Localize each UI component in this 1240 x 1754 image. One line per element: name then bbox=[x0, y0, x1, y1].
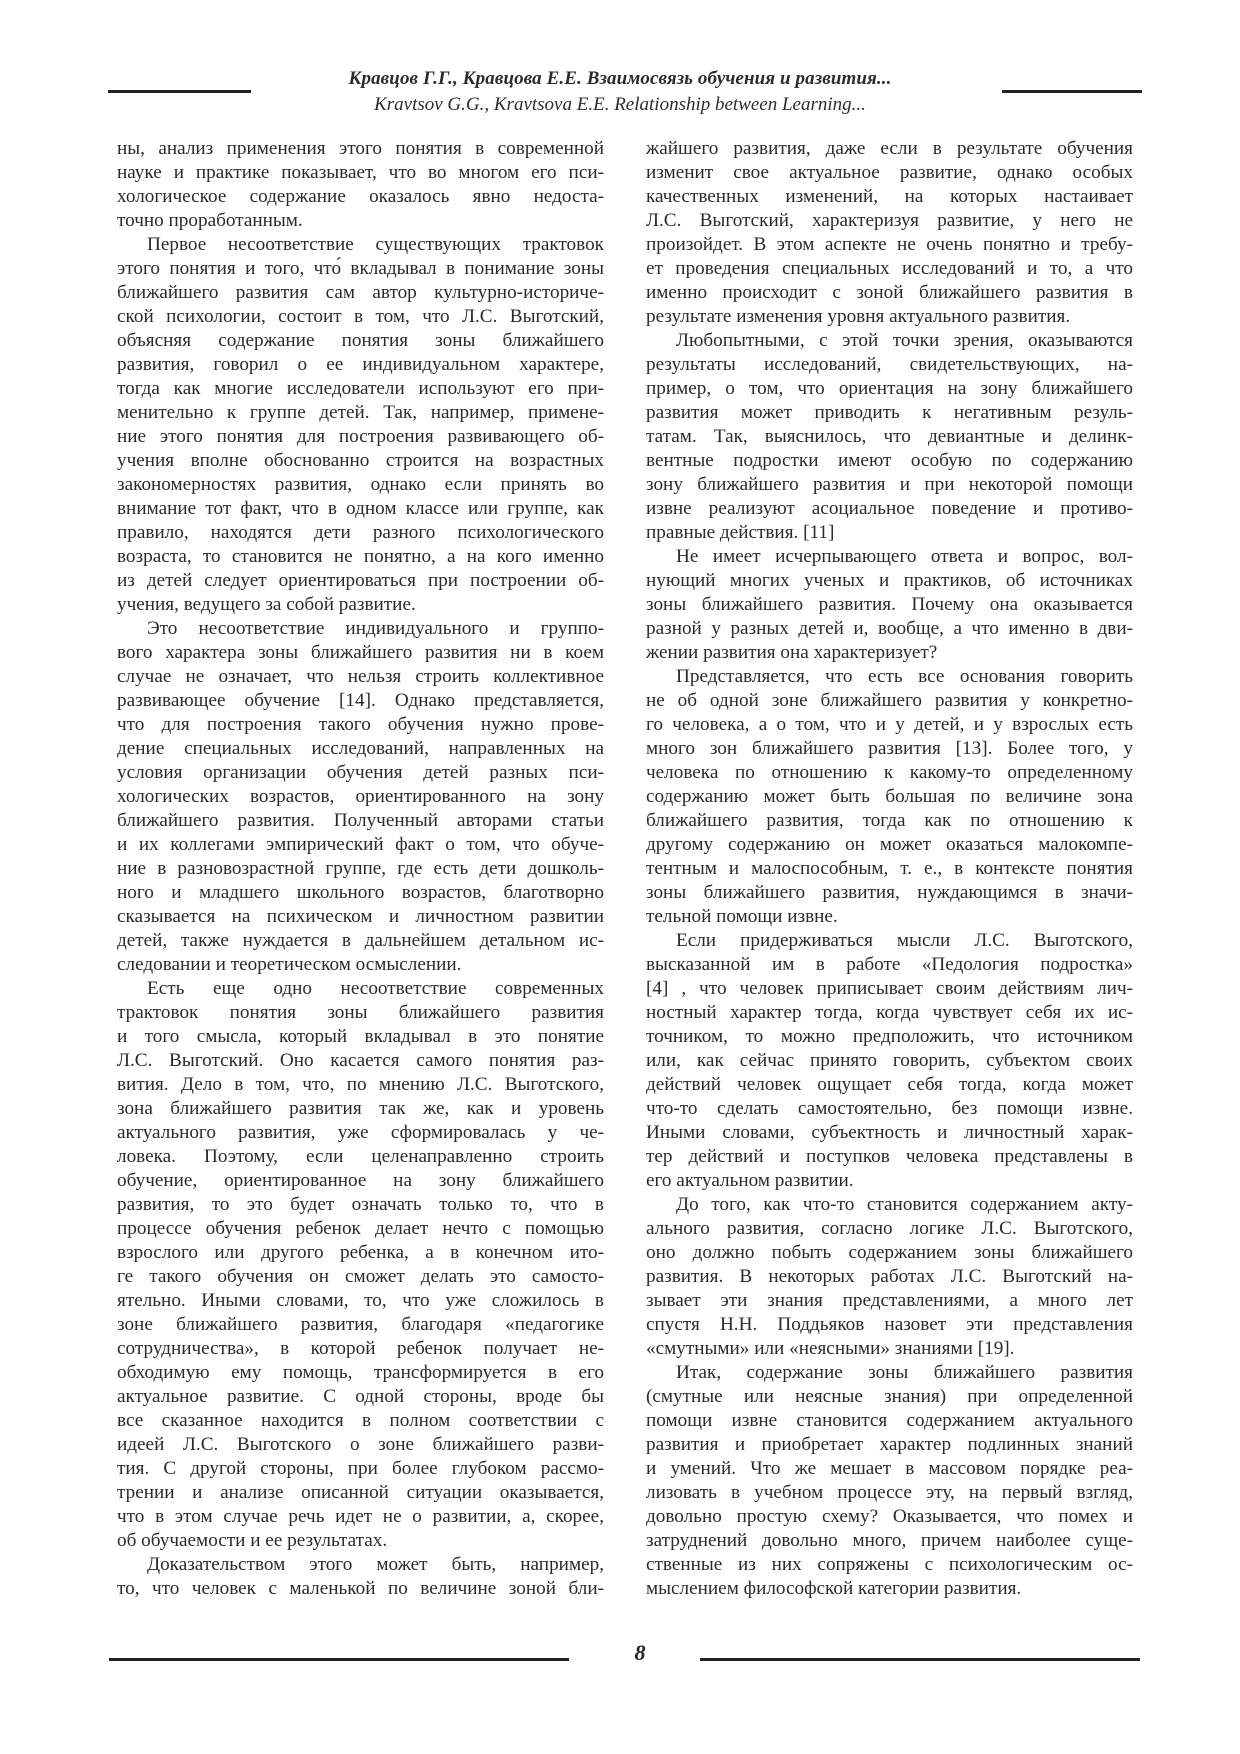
text-line bbox=[117, 281, 604, 305]
text-line bbox=[117, 137, 604, 161]
text-line-content: ние этого понятия для построения развивающего об- bbox=[117, 426, 604, 447]
text-line bbox=[646, 1553, 1133, 1577]
page-number: 8 bbox=[634, 1640, 646, 1665]
text-line-content: ятельно. Иными словами, то, что уже сложилось в bbox=[117, 1290, 604, 1311]
text-line bbox=[117, 209, 604, 233]
text-line-content: тер действий и поступков человека представлены в bbox=[646, 1146, 1133, 1167]
text-line-content: изменит свое актуальное развитие, однако особых bbox=[646, 162, 1133, 183]
text-line bbox=[117, 1529, 604, 1553]
text-line bbox=[646, 1049, 1133, 1073]
text-line-content: тельной помощи извне. bbox=[646, 906, 838, 927]
text-line-content: ской психологии, состоит в том, что Л.С. Выготский, bbox=[117, 306, 604, 327]
text-line-content: действий человек ощущает себя тогда, когда может bbox=[646, 1074, 1133, 1095]
text-line bbox=[117, 1001, 604, 1025]
text-line-content: Это несоответствие индивидуального и группо- bbox=[147, 618, 604, 639]
text-line-content: [4] , что человек приписывает своим действиям лич- bbox=[646, 978, 1133, 999]
text-line-content: высказанной им в работе «Педология подростка» bbox=[646, 954, 1133, 975]
text-line bbox=[117, 713, 604, 737]
text-line bbox=[117, 1337, 604, 1361]
text-line bbox=[646, 689, 1133, 713]
text-line-content: Если придерживаться мысли Л.С. Выготского, bbox=[676, 930, 1133, 951]
text-line-content: зоны ближайшего развития. Почему она оказывается bbox=[646, 594, 1133, 615]
text-line bbox=[117, 929, 604, 953]
text-line bbox=[646, 305, 1133, 329]
text-line-content: обходимую ему помощь, трансформируется в его bbox=[117, 1362, 604, 1383]
text-line-content: пример, о том, что ориентация на зону ближайшего bbox=[646, 378, 1133, 399]
text-line bbox=[646, 425, 1133, 449]
text-line-content: оно должно побыть содержанием зоны ближайшего bbox=[646, 1242, 1133, 1263]
running-header bbox=[0, 62, 1240, 122]
text-line-content: трении и анализе описанной ситуации оказывается, bbox=[117, 1482, 604, 1503]
text-line-content: то, что человек с маленькой по величине зоной бли- bbox=[117, 1578, 604, 1599]
text-line-content: развития, говорил о ее индивидуальном характере, bbox=[117, 354, 604, 375]
text-line-content: Иными словами, субъектность и личностный харак- bbox=[646, 1122, 1133, 1143]
text-line bbox=[117, 977, 604, 1001]
text-line bbox=[646, 257, 1133, 281]
text-line bbox=[117, 1457, 604, 1481]
text-line bbox=[117, 689, 604, 713]
text-line bbox=[117, 641, 604, 665]
text-line-content: сотрудничества», в которой ребенок получает не- bbox=[117, 1338, 604, 1359]
text-line-content: Не имеет исчерпывающего ответа и вопрос, вол- bbox=[676, 546, 1133, 567]
text-line-content: результате изменения уровня актуального развития. bbox=[646, 306, 1071, 327]
text-line bbox=[646, 209, 1133, 233]
text-line bbox=[117, 1505, 604, 1529]
text-line bbox=[117, 1073, 604, 1097]
text-line bbox=[646, 929, 1133, 953]
text-line-content: хологическое содержание оказалось явно недоста- bbox=[117, 186, 604, 207]
text-line-content: Л.С. Выготский. Оно касается самого понятия раз- bbox=[117, 1050, 604, 1071]
text-line bbox=[646, 281, 1133, 305]
text-line bbox=[117, 881, 604, 905]
text-line-content: го человека, а о том, что и у детей, и у взрослых есть bbox=[646, 714, 1133, 735]
text-line-content: ге такого обучения он сможет делать это самосто- bbox=[117, 1266, 604, 1287]
text-line bbox=[117, 377, 604, 401]
text-line-content: следовании и теоретическом осмыслении. bbox=[117, 954, 462, 975]
text-line-content: из детей следует ориентироваться при построении об- bbox=[117, 570, 604, 591]
text-line-content: качественных изменений, на которых настаивает bbox=[646, 186, 1133, 207]
text-line-content: и их коллегами эмпирический факт о том, что обуче- bbox=[117, 834, 604, 855]
text-line-content: вого характера зоны ближайшего развития ни в коем bbox=[117, 642, 604, 663]
text-line bbox=[117, 1433, 604, 1457]
text-line-content: другому содержанию он может оказаться малокомпе- bbox=[646, 834, 1133, 855]
text-line bbox=[646, 521, 1133, 545]
text-line-content: много зон ближайшего развития [13]. Более того, у bbox=[646, 738, 1133, 759]
text-line bbox=[646, 1289, 1133, 1313]
text-line-content: Есть еще одно несоответствие современных bbox=[147, 978, 604, 999]
text-line bbox=[117, 305, 604, 329]
text-line-content: все сказанное находится в полном соответствии с bbox=[117, 1410, 604, 1431]
text-line bbox=[646, 1169, 1133, 1193]
text-line-content: зоны ближайшего развития, нуждающимся в значи- bbox=[646, 882, 1133, 903]
text-line bbox=[117, 257, 604, 281]
text-line-content: развития. В некоторых работах Л.С. Выготский на- bbox=[646, 1266, 1133, 1287]
text-line bbox=[117, 785, 604, 809]
text-line-content: человека по отношению к какому-то определенному bbox=[646, 762, 1133, 783]
text-line-content: и того смысла, который вкладывал в это понятие bbox=[117, 1026, 604, 1047]
text-line-content: зона ближайшего развития так же, как и уровень bbox=[117, 1098, 604, 1119]
text-line-content: закономерностях развития, однако если принять во bbox=[117, 474, 604, 495]
text-line bbox=[117, 401, 604, 425]
text-line-content: этого понятия и того, что́ вкладывал в понимание зоны bbox=[117, 258, 604, 279]
text-line bbox=[117, 353, 604, 377]
text-line bbox=[646, 161, 1133, 185]
text-line bbox=[646, 401, 1133, 425]
text-line bbox=[646, 905, 1133, 929]
text-line bbox=[646, 1145, 1133, 1169]
text-line bbox=[646, 977, 1133, 1001]
text-line-content: трактовок понятия зоны ближайшего развития bbox=[117, 1002, 604, 1023]
text-line-content: что для построения такого обучения нужно прове- bbox=[117, 714, 604, 735]
running-title-en: Kravtsov G.G., Kravtsova E.E. Relationship between Learning... bbox=[374, 94, 866, 115]
text-line bbox=[117, 665, 604, 689]
text-line bbox=[117, 905, 604, 929]
text-line-content: ние в разновозрастной группе, где есть дети дошколь- bbox=[117, 858, 604, 879]
text-line bbox=[117, 1409, 604, 1433]
text-line bbox=[646, 1409, 1133, 1433]
text-line bbox=[646, 953, 1133, 977]
text-line bbox=[117, 449, 604, 473]
text-line-content: тия. С другой стороны, при более глубоком рассмо- bbox=[117, 1458, 604, 1479]
text-line bbox=[117, 1241, 604, 1265]
text-line-content: точно проработанным. bbox=[117, 210, 303, 231]
text-line bbox=[117, 329, 604, 353]
text-line-content: татам. Так, выяснилось, что девиантные и делинк- bbox=[646, 426, 1133, 447]
text-line-content: Доказательством этого может быть, например, bbox=[147, 1554, 604, 1575]
text-line-content: дение специальных исследований, направленных на bbox=[117, 738, 604, 759]
left-text-column bbox=[117, 137, 604, 1601]
text-line bbox=[117, 569, 604, 593]
text-line bbox=[646, 857, 1133, 881]
text-line-content: что-то сделать самостоятельно, без помощи извне. bbox=[646, 1098, 1133, 1119]
text-line bbox=[646, 1313, 1133, 1337]
text-line-content: ственные из них сопряжены с психологическим ос- bbox=[646, 1554, 1133, 1575]
text-line bbox=[117, 1217, 604, 1241]
text-line bbox=[646, 1265, 1133, 1289]
text-line bbox=[646, 593, 1133, 617]
text-line bbox=[646, 233, 1133, 257]
text-line bbox=[646, 1361, 1133, 1385]
text-line bbox=[646, 569, 1133, 593]
text-line-content: ближайшего развития. Полученный авторами статьи bbox=[117, 810, 604, 831]
text-line-content: ного и младшего школьного возрастов, благотворно bbox=[117, 882, 604, 903]
text-line bbox=[646, 1385, 1133, 1409]
text-line-content: затруднений довольно много, причем наиболее суще- bbox=[646, 1530, 1133, 1551]
text-line-content: тентным и малоспособным, т. е., в контексте понятия bbox=[646, 858, 1133, 879]
text-line bbox=[646, 185, 1133, 209]
text-line-content: сказывается на психическом и личностном развитии bbox=[117, 906, 604, 927]
text-line bbox=[117, 809, 604, 833]
running-title-ru: Кравцов Г.Г., Кравцова Е.Е. Взаимосвязь обучения и развития... bbox=[348, 68, 892, 89]
text-line bbox=[646, 497, 1133, 521]
text-line-content: ального развития, согласно логике Л.С. Выготского, bbox=[646, 1218, 1133, 1239]
text-line bbox=[646, 1505, 1133, 1529]
text-line bbox=[646, 377, 1133, 401]
text-line bbox=[646, 1097, 1133, 1121]
text-line bbox=[646, 1001, 1133, 1025]
text-line bbox=[117, 185, 604, 209]
text-line bbox=[117, 425, 604, 449]
text-line-content: Первое несоответствие существующих трактовок bbox=[147, 234, 604, 255]
text-line-content: зоне ближайшего развития, благодаря «педагогике bbox=[117, 1314, 604, 1335]
text-line bbox=[117, 233, 604, 257]
text-line bbox=[117, 473, 604, 497]
text-line bbox=[117, 857, 604, 881]
text-line bbox=[117, 1385, 604, 1409]
text-line-content: менительно к группе детей. Так, например, примене- bbox=[117, 402, 604, 423]
text-line bbox=[117, 1145, 604, 1169]
text-line bbox=[117, 1265, 604, 1289]
text-line bbox=[646, 1433, 1133, 1457]
text-line-content: спустя Н.Н. Поддьяков назовет эти представления bbox=[646, 1314, 1133, 1335]
text-line-content: До того, как что-то становится содержанием акту- bbox=[676, 1194, 1133, 1215]
page-footer bbox=[0, 1632, 1240, 1672]
text-line bbox=[646, 881, 1133, 905]
text-line bbox=[646, 329, 1133, 353]
text-line-content: объясняя содержание понятия зоны ближайшего bbox=[117, 330, 604, 351]
text-line bbox=[117, 1025, 604, 1049]
text-line-content: его актуальном развитии. bbox=[646, 1170, 854, 1191]
text-line-content: возраста, то становится не понятно, а на кого именно bbox=[117, 546, 604, 567]
text-line bbox=[646, 761, 1133, 785]
text-line bbox=[646, 1121, 1133, 1145]
text-line bbox=[646, 809, 1133, 833]
text-line bbox=[646, 1025, 1133, 1049]
text-line bbox=[117, 1361, 604, 1385]
text-line bbox=[646, 473, 1133, 497]
text-line-content: ловека. Поэтому, если целенаправленно строить bbox=[117, 1146, 604, 1167]
text-line bbox=[117, 1193, 604, 1217]
text-line bbox=[646, 737, 1133, 761]
text-line bbox=[117, 1313, 604, 1337]
right-text-column bbox=[646, 137, 1133, 1601]
text-line-content: обучение, ориентированное на зону ближайшего bbox=[117, 1170, 604, 1191]
text-line-content: (смутные или неясные знания) при определенной bbox=[646, 1386, 1133, 1407]
text-line-content: актуального развития, уже сформировалась у че- bbox=[117, 1122, 604, 1143]
text-line-content: развития, то это будет означать только то, что в bbox=[117, 1194, 604, 1215]
text-line-content: что в этом случае речь идет не о развитии, а, скорее, bbox=[117, 1506, 604, 1527]
text-line-content: тогда как многие исследователи используют его при- bbox=[117, 378, 604, 399]
text-line bbox=[117, 1553, 604, 1577]
text-line-content: взрослого или другого ребенка, а в конечном ито- bbox=[117, 1242, 604, 1263]
text-line bbox=[646, 617, 1133, 641]
text-line-content: ет проведения специальных исследований и то, а что bbox=[646, 258, 1133, 279]
text-line-content: лизовать в учебном процессе эту, на первый взгляд, bbox=[646, 1482, 1133, 1503]
text-line bbox=[646, 1073, 1133, 1097]
text-line bbox=[646, 1337, 1133, 1361]
text-line bbox=[117, 161, 604, 185]
text-line bbox=[117, 1121, 604, 1145]
text-line-content: ближайшего развития, тогда как по отношению к bbox=[646, 810, 1133, 831]
text-line-content: разной у разных детей и, вообще, а что именно в дви- bbox=[646, 618, 1133, 639]
text-line-content: «смутными» или «неясными» знаниями [19]. bbox=[646, 1338, 1015, 1359]
text-line bbox=[646, 641, 1133, 665]
text-line-content: вития. Дело в том, что, по мнению Л.С. Выготского, bbox=[117, 1074, 604, 1095]
text-line-content: развития может приводить к негативным резуль- bbox=[646, 402, 1133, 423]
text-line bbox=[117, 761, 604, 785]
text-line-content: правило, находятся дети разного психологического bbox=[117, 522, 604, 543]
text-line bbox=[646, 1481, 1133, 1505]
text-line bbox=[117, 1097, 604, 1121]
text-line bbox=[646, 665, 1133, 689]
text-line-content: правные действия. [11] bbox=[646, 522, 835, 543]
text-line-content: хологических возрастов, ориентированного на зону bbox=[117, 786, 604, 807]
text-line-content: Итак, содержание зоны ближайшего развития bbox=[676, 1362, 1133, 1383]
text-line bbox=[646, 137, 1133, 161]
text-line bbox=[646, 1217, 1133, 1241]
text-line bbox=[646, 1241, 1133, 1265]
text-line bbox=[646, 449, 1133, 473]
text-line bbox=[646, 353, 1133, 377]
text-line bbox=[117, 1481, 604, 1505]
text-line bbox=[117, 521, 604, 545]
text-line-content: точником, то можно предположить, что источником bbox=[646, 1026, 1133, 1047]
text-line-content: ны, анализ применения этого понятия в современной bbox=[117, 138, 604, 159]
text-line bbox=[646, 785, 1133, 809]
text-line-content: или, как сейчас принято говорить, субъектом своих bbox=[646, 1050, 1133, 1071]
text-line-content: вентные подростки имеют особую по содержанию bbox=[646, 450, 1133, 471]
text-line-content: результаты исследований, свидетельствующих, на- bbox=[646, 354, 1133, 375]
text-line-content: жении развития она характеризует? bbox=[646, 642, 938, 663]
text-line bbox=[117, 497, 604, 521]
text-line-content: помощи извне становится содержанием актуального bbox=[646, 1410, 1133, 1431]
text-line-content: содержанию может быть большая по величине зона bbox=[646, 786, 1133, 807]
text-line bbox=[646, 833, 1133, 857]
text-line bbox=[117, 953, 604, 977]
text-line-content: случае не означает, что нельзя строить коллективное bbox=[117, 666, 604, 687]
text-line bbox=[646, 545, 1133, 569]
text-line-content: произойдет. В этом аспекте не очень понятно и требу- bbox=[646, 234, 1133, 255]
text-line-content: Любопытными, с этой точки зрения, оказываются bbox=[676, 330, 1133, 351]
text-line-content: детей, также нуждается в дальнейшем детальном ис- bbox=[117, 930, 604, 951]
text-line-content: развития и приобретает характер подлинных знаний bbox=[646, 1434, 1133, 1455]
text-line-content: ближайшего развития сам автор культурно-историче- bbox=[117, 282, 604, 303]
text-line-content: именно происходит с зоной ближайшего развития в bbox=[646, 282, 1133, 303]
text-line-content: извне реализуют асоциальное поведение и противо- bbox=[646, 498, 1133, 519]
text-line bbox=[646, 1577, 1133, 1601]
text-line-content: внимание тот факт, что в одном классе или группе, как bbox=[117, 498, 604, 519]
header-rule-right bbox=[1002, 90, 1142, 93]
text-line-content: науке и практике показывает, что во многом его пси- bbox=[117, 162, 604, 183]
text-line-content: нующий многих ученых и практиков, об источниках bbox=[646, 570, 1133, 591]
text-line bbox=[646, 1193, 1133, 1217]
text-line bbox=[646, 1529, 1133, 1553]
text-line bbox=[117, 833, 604, 857]
text-line bbox=[117, 737, 604, 761]
text-line-content: развивающее обучение [14]. Однако представляется, bbox=[117, 690, 604, 711]
text-line-content: актуальное развитие. С одной стороны, вроде бы bbox=[117, 1386, 604, 1407]
text-line-content: процессе обучения ребенок делает нечто с помощью bbox=[117, 1218, 604, 1239]
text-line-content: условия организации обучения детей разных пси- bbox=[117, 762, 604, 783]
text-line bbox=[117, 545, 604, 569]
text-line-content: мыслением философской категории развития. bbox=[646, 1578, 1022, 1599]
text-line-content: и умений. Что же мешает в массовом порядке реа- bbox=[646, 1458, 1133, 1479]
text-line-content: довольно простую схему? Оказывается, что помех и bbox=[646, 1506, 1133, 1527]
text-line-content: учения вполне обоснованно строится на возрастных bbox=[117, 450, 604, 471]
text-line-content: не об одной зоне ближайшего развития у конкретно- bbox=[646, 690, 1133, 711]
text-line-content: жайшего развития, даже если в результате обучения bbox=[646, 138, 1133, 159]
text-line bbox=[117, 593, 604, 617]
text-line-content: учения, ведущего за собой развитие. bbox=[117, 594, 416, 615]
text-line-content: зону ближайшего развития и при некоторой помощи bbox=[646, 474, 1133, 495]
text-line bbox=[646, 713, 1133, 737]
footer-rule-left bbox=[109, 1658, 569, 1661]
text-line bbox=[117, 617, 604, 641]
text-line bbox=[117, 1289, 604, 1313]
text-line-content: ностный характер тогда, когда чувствует себя их ис- bbox=[646, 1002, 1133, 1023]
text-line bbox=[117, 1577, 604, 1601]
footer-rule-right bbox=[700, 1658, 1140, 1661]
text-line-content: об обучаемости и ее результатах. bbox=[117, 1530, 388, 1551]
text-line-content: Л.С. Выготский, характеризуя развитие, у него не bbox=[646, 210, 1133, 231]
text-line-content: Представляется, что есть все основания говорить bbox=[676, 666, 1133, 687]
text-line bbox=[117, 1049, 604, 1073]
text-line-content: идеей Л.С. Выготского о зоне ближайшего разви- bbox=[117, 1434, 604, 1455]
header-rule-left bbox=[108, 90, 251, 93]
text-line bbox=[117, 1169, 604, 1193]
text-line-content: зывает эти знания представлениями, а много лет bbox=[646, 1290, 1133, 1311]
text-line bbox=[646, 1457, 1133, 1481]
